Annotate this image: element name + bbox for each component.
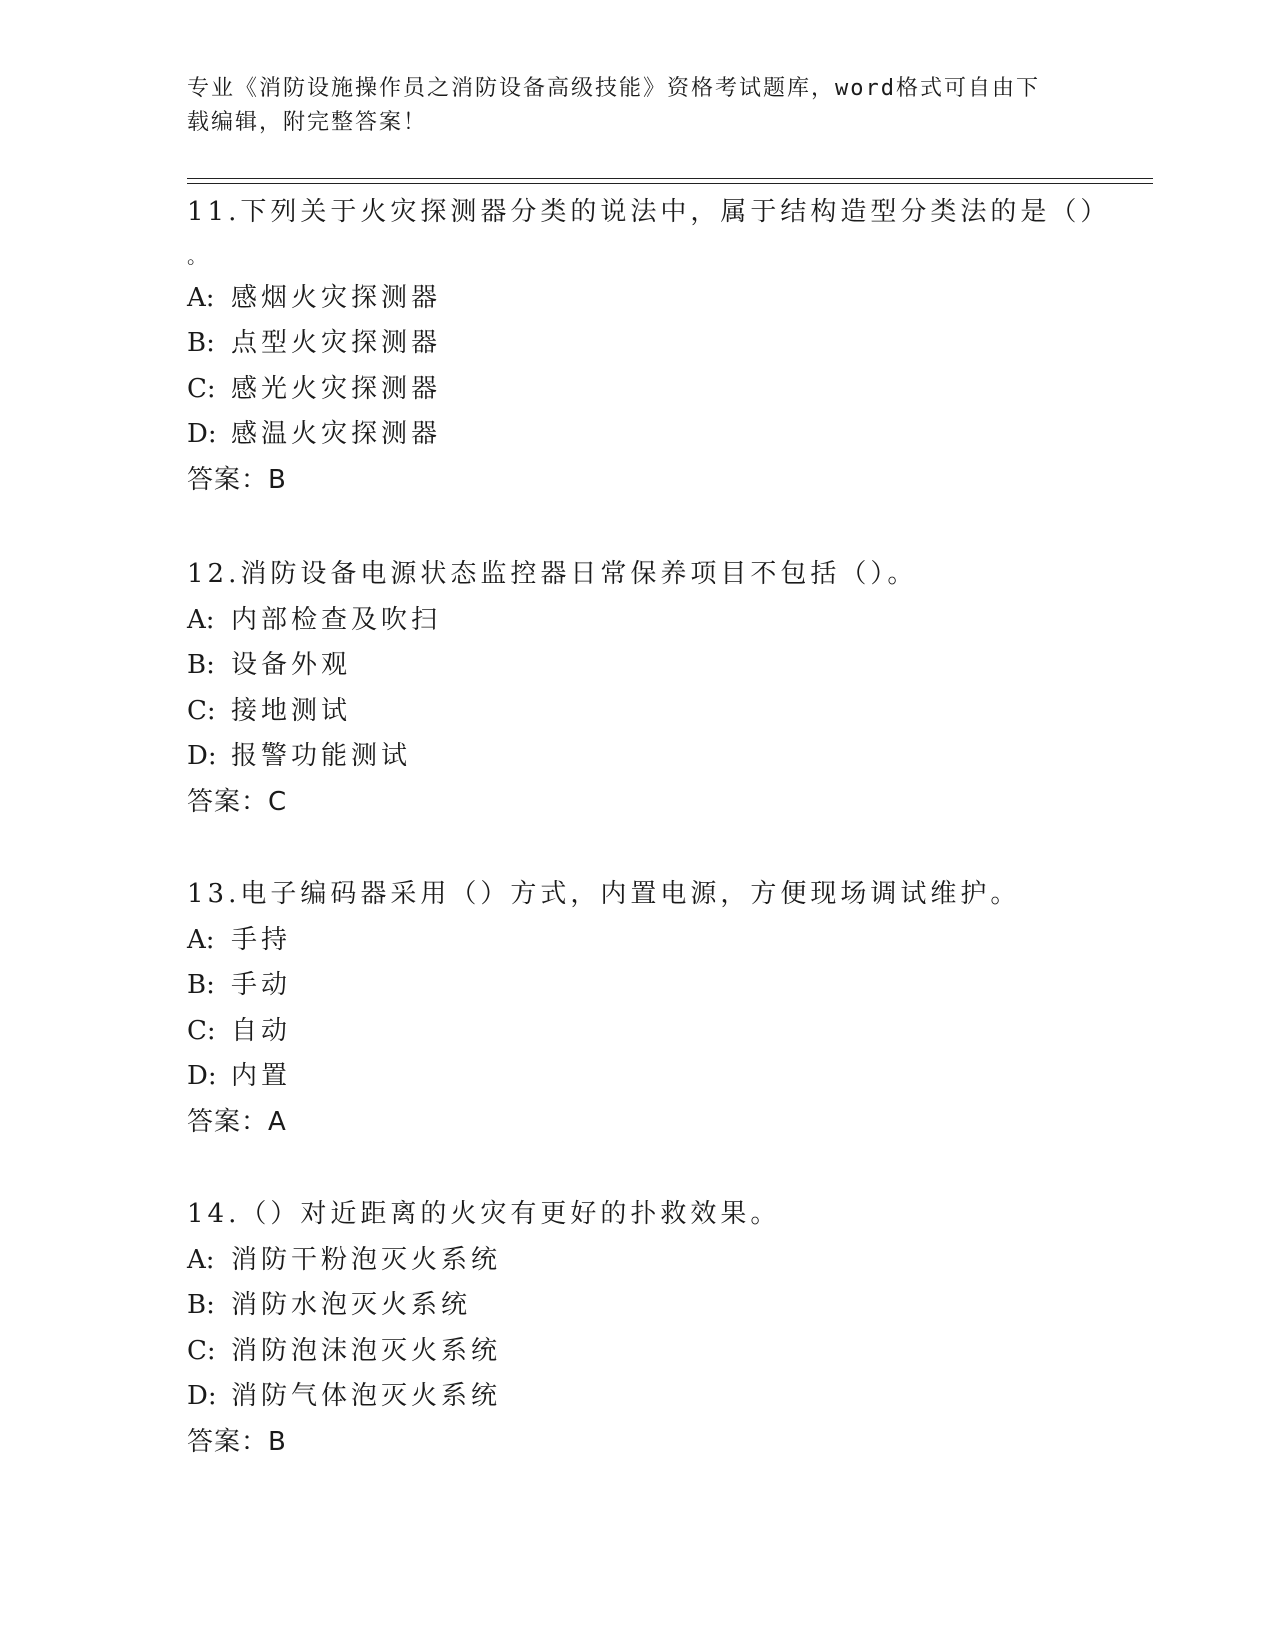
option-text: 设备外观 <box>231 650 352 680</box>
option-letter: C: <box>187 1335 216 1366</box>
answer-line: 答案：A <box>187 1106 287 1137</box>
option-b <box>187 1283 1087 1329</box>
option-c <box>187 689 1087 735</box>
question-11 <box>187 190 1111 503</box>
option-text: 自动 <box>231 1015 292 1046</box>
answer-line: 答案：C <box>187 786 288 817</box>
question-stem: 12.消防设备电源状态监控器日常保养项目不包括（）。 <box>187 559 918 589</box>
option-text: 消防水泡灭火系统 <box>231 1290 472 1320</box>
option-text: 手动 <box>231 970 292 1000</box>
option-a <box>187 1238 1087 1284</box>
option-letter: B: <box>187 1290 215 1320</box>
answer-line: 答案：B <box>187 464 287 495</box>
question-12 <box>187 552 1087 825</box>
option-text: 点型火灾探测器 <box>231 328 442 358</box>
option-a <box>187 276 1087 322</box>
header-line-1: 专业《消防设施操作员之消防设备高级技能》资格考试题库，word格式可自由下 <box>187 76 1040 101</box>
option-d <box>187 734 1087 780</box>
option-letter: C: <box>187 695 216 726</box>
option-text: 报警功能测试 <box>231 741 412 771</box>
option-text: 感温火灾探测器 <box>231 419 442 449</box>
option-letter: A: <box>187 604 215 635</box>
option-text: 感烟火灾探测器 <box>231 282 442 313</box>
question-stem: 11.下列关于火灾探测器分类的说法中，属于结构造型分类法的是（） <box>187 197 1111 227</box>
question-stem: 13.电子编码器采用（）方式，内置电源，方便现场调试维护。 <box>187 879 1021 909</box>
question-13 <box>187 872 1087 1145</box>
option-d <box>187 1054 1087 1100</box>
answer-line: 答案：B <box>187 1426 287 1457</box>
option-text: 感光火灾探测器 <box>231 373 442 404</box>
option-letter: B: <box>187 650 215 680</box>
option-d <box>187 412 1087 458</box>
option-letter: C: <box>187 373 216 404</box>
option-text: 手持 <box>231 924 292 955</box>
header-line-2: 载编辑，附完整答案！ <box>187 110 428 135</box>
option-b <box>187 321 1087 367</box>
option-letter: D: <box>187 741 217 771</box>
option-b <box>187 963 1087 1009</box>
header-divider-top <box>187 178 1153 179</box>
option-text: 消防泡沫泡灭火系统 <box>231 1335 502 1366</box>
option-text: 内部检查及吹扫 <box>231 604 442 635</box>
option-a <box>187 598 1087 644</box>
option-letter: C: <box>187 1015 216 1046</box>
option-letter: D: <box>187 419 217 449</box>
option-text: 接地测试 <box>231 695 352 726</box>
option-letter: A: <box>187 282 215 313</box>
option-letter: D: <box>187 1381 217 1411</box>
option-d <box>187 1374 1087 1420</box>
question-stem-continuation: 。 <box>187 243 211 268</box>
option-letter: D: <box>187 1061 217 1091</box>
option-letter: B: <box>187 970 215 1000</box>
option-b <box>187 643 1087 689</box>
option-text: 消防干粉泡灭火系统 <box>231 1244 502 1275</box>
document-header <box>187 72 1067 140</box>
option-letter: B: <box>187 328 215 358</box>
header-divider-bottom <box>187 183 1153 184</box>
question-stem: 14.（）对近距离的火灾有更好的扑救效果。 <box>187 1199 781 1229</box>
option-c <box>187 367 1087 413</box>
option-text: 消防气体泡灭火系统 <box>231 1381 502 1411</box>
question-14 <box>187 1192 1087 1465</box>
option-c <box>187 1329 1087 1375</box>
option-letter: A: <box>187 924 215 955</box>
option-text: 内置 <box>231 1061 292 1091</box>
option-a <box>187 918 1087 964</box>
option-c <box>187 1009 1087 1055</box>
option-letter: A: <box>187 1244 215 1275</box>
